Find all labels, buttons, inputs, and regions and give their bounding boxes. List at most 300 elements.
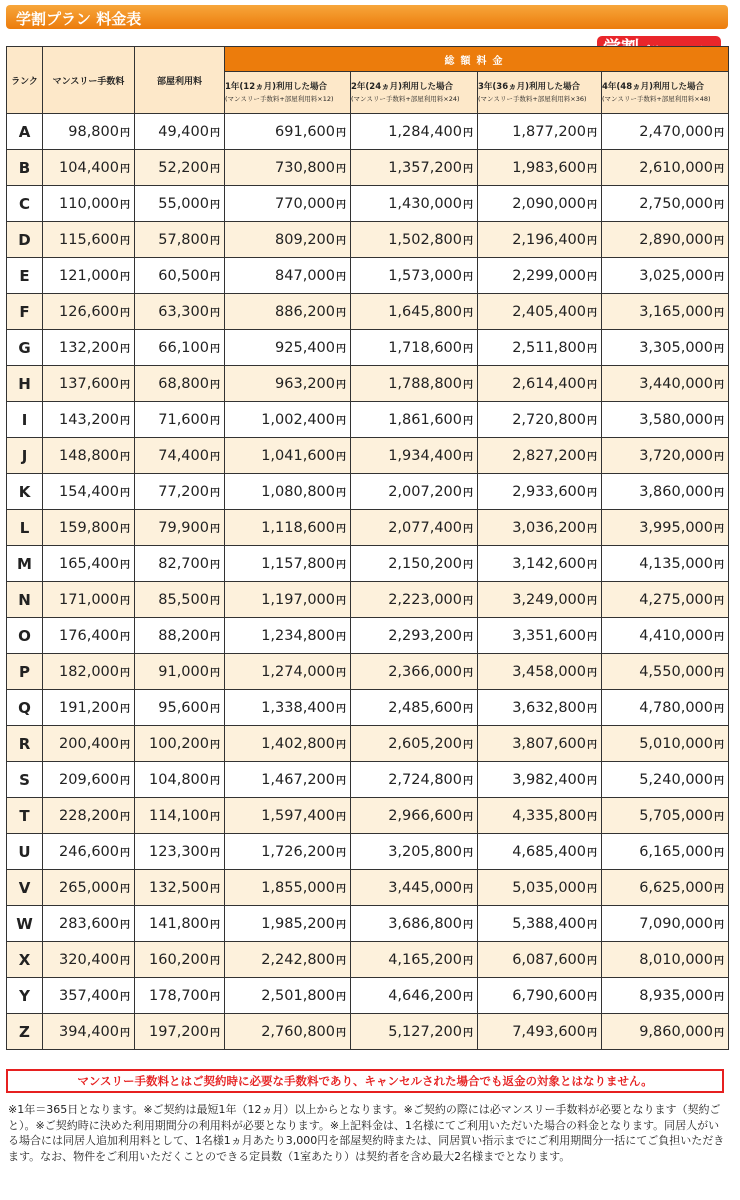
amount-value: 114,100	[149, 807, 209, 824]
rank-cell: A	[7, 114, 43, 150]
rank-cell: X	[7, 942, 43, 978]
amount-value: 110,000	[59, 195, 119, 212]
y4-cell	[602, 546, 729, 582]
amount-value: 2,750,000	[639, 195, 713, 212]
amount-value: 95,600	[158, 699, 209, 716]
yen-unit: 円	[587, 307, 597, 319]
y2-cell	[351, 474, 478, 510]
amount-value: 8,935,000	[639, 987, 713, 1004]
amount-value: 1,573,000	[388, 267, 462, 284]
y4-cell	[602, 618, 729, 654]
y2-cell	[351, 618, 478, 654]
yen-unit: 円	[210, 559, 220, 571]
amount-value: 1,597,400	[261, 807, 335, 824]
amount-value: 2,007,200	[388, 483, 462, 500]
room-cell	[135, 330, 225, 366]
plan-label: 3年(36ヵ月)利用した場合	[478, 81, 581, 92]
table-row	[7, 330, 729, 366]
header-plan-2y	[351, 72, 478, 114]
y3-cell	[478, 150, 602, 186]
amount-value: 2,511,800	[512, 339, 586, 356]
rank-cell: N	[7, 582, 43, 618]
yen-unit: 円	[587, 631, 597, 643]
y1-cell	[225, 402, 351, 438]
amount-value: 191,200	[59, 699, 119, 716]
rank-cell: I	[7, 402, 43, 438]
y1-cell	[225, 1014, 351, 1050]
yen-unit: 円	[463, 811, 473, 823]
plan-formula: (マンスリー手数料+部屋利用料×48)	[602, 94, 711, 103]
y2-cell	[351, 366, 478, 402]
amount-value: 1,234,800	[261, 627, 335, 644]
header-total: 総額料金	[225, 47, 729, 72]
yen-unit: 円	[587, 991, 597, 1003]
header-monthly-fee: マンスリー手数料	[43, 47, 135, 114]
amount-value: 5,010,000	[639, 735, 713, 752]
rank-cell: F	[7, 294, 43, 330]
monthly-cell	[43, 618, 135, 654]
amount-value: 1,157,800	[261, 555, 335, 572]
yen-unit: 円	[714, 775, 724, 787]
amount-value: 5,127,200	[388, 1023, 462, 1040]
amount-value: 137,600	[59, 375, 119, 392]
yen-unit: 円	[463, 523, 473, 535]
yen-unit: 円	[587, 379, 597, 391]
y4-cell	[602, 402, 729, 438]
yen-unit: 円	[463, 235, 473, 247]
yen-unit: 円	[587, 235, 597, 247]
amount-value: 132,500	[149, 879, 209, 896]
amount-value: 91,000	[158, 663, 209, 680]
yen-unit: 円	[714, 919, 724, 931]
amount-value: 886,200	[275, 303, 335, 320]
rank-cell: R	[7, 726, 43, 762]
table-row	[7, 366, 729, 402]
header-plan-1y	[225, 72, 351, 114]
room-cell	[135, 474, 225, 510]
yen-unit: 円	[587, 667, 597, 679]
y1-cell	[225, 906, 351, 942]
yen-unit: 円	[714, 739, 724, 751]
yen-unit: 円	[210, 235, 220, 247]
yen-unit: 円	[714, 847, 724, 859]
y3-cell	[478, 870, 602, 906]
room-cell	[135, 186, 225, 222]
yen-unit: 円	[463, 199, 473, 211]
room-cell	[135, 258, 225, 294]
yen-unit: 円	[463, 415, 473, 427]
y3-cell	[478, 618, 602, 654]
room-cell	[135, 1014, 225, 1050]
amount-value: 730,800	[275, 159, 335, 176]
yen-unit: 円	[210, 811, 220, 823]
rank-cell: T	[7, 798, 43, 834]
y1-cell	[225, 294, 351, 330]
amount-value: 159,800	[59, 519, 119, 536]
room-cell	[135, 798, 225, 834]
amount-value: 925,400	[275, 339, 335, 356]
yen-unit: 円	[714, 883, 724, 895]
y1-cell	[225, 150, 351, 186]
y4-cell	[602, 906, 729, 942]
room-cell	[135, 762, 225, 798]
y1-cell	[225, 222, 351, 258]
amount-value: 98,800	[68, 123, 119, 140]
amount-value: 66,100	[158, 339, 209, 356]
yen-unit: 円	[587, 199, 597, 211]
y3-cell	[478, 762, 602, 798]
yen-unit: 円	[210, 739, 220, 751]
monthly-cell	[43, 546, 135, 582]
rank-cell: J	[7, 438, 43, 474]
amount-value: 2,485,600	[388, 699, 462, 716]
y1-cell	[225, 366, 351, 402]
monthly-cell	[43, 402, 135, 438]
y4-cell	[602, 510, 729, 546]
yen-unit: 円	[587, 955, 597, 967]
amount-value: 1,118,600	[261, 519, 335, 536]
amount-value: 1,338,400	[261, 699, 335, 716]
table-row	[7, 726, 729, 762]
yen-unit: 円	[714, 343, 724, 355]
table-row	[7, 654, 729, 690]
amount-value: 1,645,800	[388, 303, 462, 320]
yen-unit: 円	[120, 919, 130, 931]
yen-unit: 円	[463, 271, 473, 283]
y4-cell	[602, 150, 729, 186]
yen-unit: 円	[120, 271, 130, 283]
yen-unit: 円	[463, 1027, 473, 1039]
y2-cell	[351, 726, 478, 762]
amount-value: 1,357,200	[388, 159, 462, 176]
y4-cell	[602, 798, 729, 834]
plan-formula: (マンスリー手数料+部屋利用料×24)	[351, 94, 460, 103]
y1-cell	[225, 654, 351, 690]
rank-cell: V	[7, 870, 43, 906]
room-cell	[135, 618, 225, 654]
amount-value: 4,685,400	[512, 843, 586, 860]
yen-unit: 円	[210, 631, 220, 643]
yen-unit: 円	[120, 379, 130, 391]
yen-unit: 円	[587, 847, 597, 859]
yen-unit: 円	[714, 955, 724, 967]
yen-unit: 円	[714, 163, 724, 175]
yen-unit: 円	[463, 307, 473, 319]
yen-unit: 円	[587, 595, 597, 607]
y4-cell	[602, 438, 729, 474]
y4-cell	[602, 582, 729, 618]
table-row	[7, 618, 729, 654]
yen-unit: 円	[714, 667, 724, 679]
amount-value: 4,410,000	[639, 627, 713, 644]
yen-unit: 円	[336, 847, 346, 859]
amount-value: 1,467,200	[261, 771, 335, 788]
yen-unit: 円	[120, 847, 130, 859]
y3-cell	[478, 582, 602, 618]
yen-unit: 円	[336, 883, 346, 895]
header-plan-3y	[478, 72, 602, 114]
room-cell	[135, 582, 225, 618]
amount-value: 132,200	[59, 339, 119, 356]
y4-cell	[602, 654, 729, 690]
amount-value: 88,200	[158, 627, 209, 644]
y3-cell	[478, 186, 602, 222]
yen-unit: 円	[210, 595, 220, 607]
yen-unit: 円	[120, 235, 130, 247]
y1-cell	[225, 726, 351, 762]
table-row	[7, 150, 729, 186]
amount-value: 2,614,400	[512, 375, 586, 392]
amount-value: 1,080,800	[261, 483, 335, 500]
amount-value: 104,400	[59, 159, 119, 176]
table-row	[7, 258, 729, 294]
yen-unit: 円	[336, 379, 346, 391]
yen-unit: 円	[336, 127, 346, 139]
amount-value: 176,400	[59, 627, 119, 644]
table-row	[7, 546, 729, 582]
amount-value: 4,135,000	[639, 555, 713, 572]
y3-cell	[478, 366, 602, 402]
y3-cell	[478, 402, 602, 438]
yen-unit: 円	[714, 631, 724, 643]
yen-unit: 円	[587, 415, 597, 427]
rank-cell: Q	[7, 690, 43, 726]
room-cell	[135, 942, 225, 978]
y1-cell	[225, 870, 351, 906]
yen-unit: 円	[714, 199, 724, 211]
y1-cell	[225, 834, 351, 870]
refund-notice: マンスリー手数料とはご契約時に必要な手数料であり、キャンセルされた場合でも返金の対象とはなりません。	[6, 1069, 724, 1093]
amount-value: 63,300	[158, 303, 209, 320]
rank-cell: H	[7, 366, 43, 402]
yen-unit: 円	[587, 811, 597, 823]
amount-value: 4,335,800	[512, 807, 586, 824]
y2-cell	[351, 510, 478, 546]
amount-value: 143,200	[59, 411, 119, 428]
amount-value: 3,025,000	[639, 267, 713, 284]
amount-value: 6,087,600	[512, 951, 586, 968]
table-row	[7, 906, 729, 942]
amount-value: 60,500	[158, 267, 209, 284]
rank-cell: O	[7, 618, 43, 654]
amount-value: 3,982,400	[512, 771, 586, 788]
y2-cell	[351, 906, 478, 942]
y2-cell	[351, 762, 478, 798]
amount-value: 7,090,000	[639, 915, 713, 932]
table-row	[7, 942, 729, 978]
rate-table	[6, 46, 729, 1050]
yen-unit: 円	[336, 559, 346, 571]
amount-value: 171,000	[59, 591, 119, 608]
y2-cell	[351, 222, 478, 258]
amount-value: 2,470,000	[639, 123, 713, 140]
y3-cell	[478, 258, 602, 294]
y4-cell	[602, 762, 729, 798]
plan-label: 2年(24ヵ月)利用した場合	[351, 81, 454, 92]
table-row	[7, 978, 729, 1014]
y1-cell	[225, 582, 351, 618]
monthly-cell	[43, 186, 135, 222]
amount-value: 1,002,400	[261, 411, 335, 428]
yen-unit: 円	[587, 919, 597, 931]
amount-value: 71,600	[158, 411, 209, 428]
y3-cell	[478, 474, 602, 510]
y3-cell	[478, 798, 602, 834]
yen-unit: 円	[587, 559, 597, 571]
amount-value: 121,000	[59, 267, 119, 284]
yen-unit: 円	[336, 415, 346, 427]
amount-value: 2,366,000	[388, 663, 462, 680]
yen-unit: 円	[336, 487, 346, 499]
y1-cell	[225, 618, 351, 654]
y4-cell	[602, 294, 729, 330]
table-row	[7, 798, 729, 834]
yen-unit: 円	[210, 523, 220, 535]
y2-cell	[351, 114, 478, 150]
yen-unit: 円	[336, 1027, 346, 1039]
y3-cell	[478, 222, 602, 258]
yen-unit: 円	[714, 235, 724, 247]
table-row	[7, 582, 729, 618]
yen-unit: 円	[714, 271, 724, 283]
yen-unit: 円	[463, 451, 473, 463]
amount-value: 1,284,400	[388, 123, 462, 140]
yen-unit: 円	[336, 667, 346, 679]
amount-value: 9,860,000	[639, 1023, 713, 1040]
amount-value: 160,200	[149, 951, 209, 968]
amount-value: 209,600	[59, 771, 119, 788]
yen-unit: 円	[463, 991, 473, 1003]
yen-unit: 円	[336, 631, 346, 643]
monthly-cell	[43, 978, 135, 1014]
monthly-cell	[43, 870, 135, 906]
amount-value: 2,933,600	[512, 483, 586, 500]
yen-unit: 円	[463, 127, 473, 139]
yen-unit: 円	[714, 487, 724, 499]
amount-value: 3,995,000	[639, 519, 713, 536]
amount-value: 126,600	[59, 303, 119, 320]
yen-unit: 円	[587, 739, 597, 751]
amount-value: 2,720,800	[512, 411, 586, 428]
y2-cell	[351, 546, 478, 582]
amount-value: 2,724,800	[388, 771, 462, 788]
amount-value: 2,090,000	[512, 195, 586, 212]
y3-cell	[478, 438, 602, 474]
yen-unit: 円	[336, 991, 346, 1003]
amount-value: 3,142,600	[512, 555, 586, 572]
amount-value: 141,800	[149, 915, 209, 932]
yen-unit: 円	[210, 199, 220, 211]
amount-value: 77,200	[158, 483, 209, 500]
room-cell	[135, 438, 225, 474]
amount-value: 3,440,000	[639, 375, 713, 392]
yen-unit: 円	[336, 739, 346, 751]
amount-value: 691,600	[275, 123, 335, 140]
y1-cell	[225, 186, 351, 222]
monthly-cell	[43, 366, 135, 402]
monthly-cell	[43, 762, 135, 798]
yen-unit: 円	[714, 1027, 724, 1039]
monthly-cell	[43, 510, 135, 546]
yen-unit: 円	[587, 163, 597, 175]
monthly-cell	[43, 654, 135, 690]
yen-unit: 円	[336, 919, 346, 931]
y3-cell	[478, 330, 602, 366]
amount-value: 123,300	[149, 843, 209, 860]
amount-value: 3,807,600	[512, 735, 586, 752]
yen-unit: 円	[120, 307, 130, 319]
yen-unit: 円	[210, 163, 220, 175]
amount-value: 79,900	[158, 519, 209, 536]
y2-cell	[351, 258, 478, 294]
header-rank: ランク	[7, 47, 43, 114]
table-row	[7, 402, 729, 438]
yen-unit: 円	[210, 667, 220, 679]
yen-unit: 円	[120, 631, 130, 643]
monthly-cell	[43, 582, 135, 618]
amount-value: 3,580,000	[639, 411, 713, 428]
monthly-cell	[43, 834, 135, 870]
amount-value: 68,800	[158, 375, 209, 392]
amount-value: 7,493,600	[512, 1023, 586, 1040]
room-cell	[135, 834, 225, 870]
yen-unit: 円	[210, 487, 220, 499]
amount-value: 320,400	[59, 951, 119, 968]
table-row	[7, 690, 729, 726]
amount-value: 6,790,600	[512, 987, 586, 1004]
y4-cell	[602, 330, 729, 366]
y3-cell	[478, 654, 602, 690]
yen-unit: 円	[336, 163, 346, 175]
y3-cell	[478, 726, 602, 762]
y4-cell	[602, 834, 729, 870]
yen-unit: 円	[714, 595, 724, 607]
yen-unit: 円	[714, 415, 724, 427]
yen-unit: 円	[714, 703, 724, 715]
yen-unit: 円	[210, 919, 220, 931]
table-row	[7, 762, 729, 798]
rank-cell: L	[7, 510, 43, 546]
y3-cell	[478, 978, 602, 1014]
rank-cell: S	[7, 762, 43, 798]
amount-value: 1,718,600	[388, 339, 462, 356]
y2-cell	[351, 834, 478, 870]
y4-cell	[602, 186, 729, 222]
yen-unit: 円	[714, 127, 724, 139]
table-row	[7, 114, 729, 150]
amount-value: 4,550,000	[639, 663, 713, 680]
amount-value: 2,150,200	[388, 555, 462, 572]
yen-unit: 円	[587, 1027, 597, 1039]
y2-cell	[351, 150, 478, 186]
yen-unit: 円	[336, 523, 346, 535]
yen-unit: 円	[210, 271, 220, 283]
rank-cell: P	[7, 654, 43, 690]
amount-value: 2,610,000	[639, 159, 713, 176]
yen-unit: 円	[587, 775, 597, 787]
yen-unit: 円	[714, 451, 724, 463]
yen-unit: 円	[587, 271, 597, 283]
yen-unit: 円	[336, 703, 346, 715]
amount-value: 4,780,000	[639, 699, 713, 716]
y1-cell	[225, 690, 351, 726]
amount-value: 1,877,200	[512, 123, 586, 140]
y1-cell	[225, 474, 351, 510]
yen-unit: 円	[120, 595, 130, 607]
amount-value: 1,402,800	[261, 735, 335, 752]
y2-cell	[351, 186, 478, 222]
y2-cell	[351, 402, 478, 438]
